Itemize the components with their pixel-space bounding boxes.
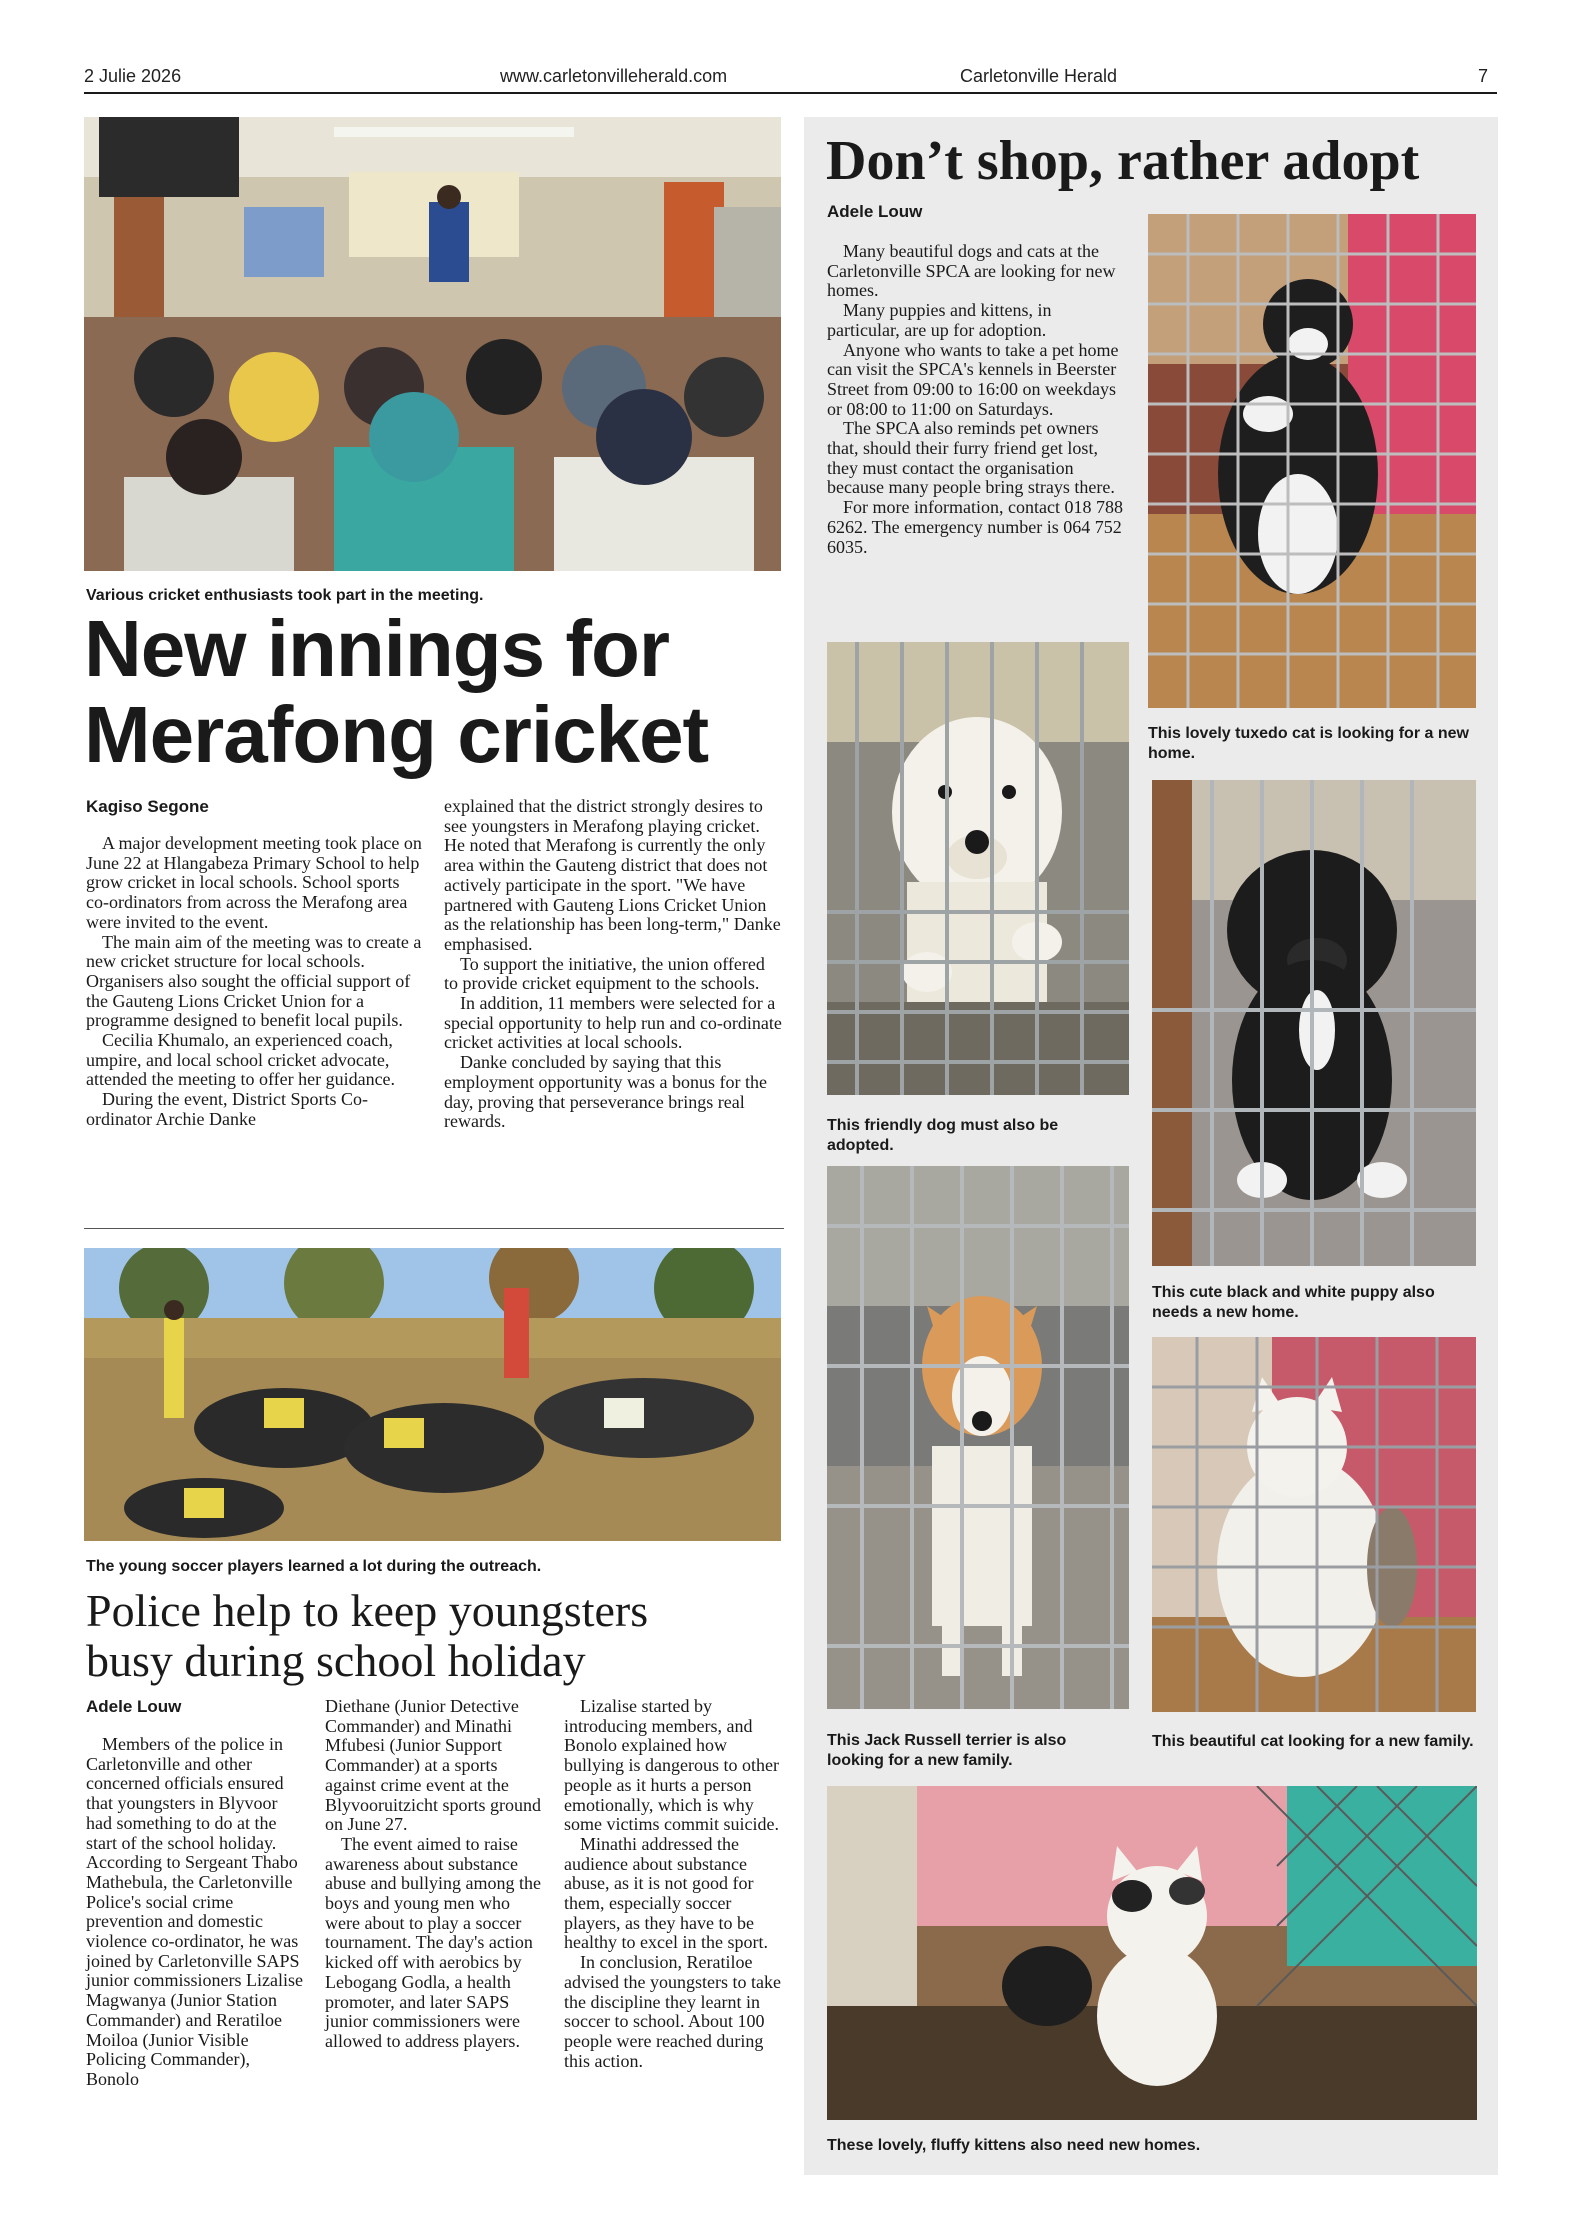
- adoption-column: [827, 242, 1127, 557]
- article-paragraph: During the event, District Sports Co-ordinator Archie Danke: [86, 1089, 368, 1129]
- jack-russell-photo: [827, 1166, 1129, 1709]
- police-headline-line: Police help to keep youngsters: [86, 1585, 649, 1636]
- issue-date: 2 Julie 2026: [84, 66, 182, 86]
- page-number: 7: [1478, 66, 1489, 86]
- police-headline: [86, 1586, 786, 1686]
- cricket-meeting-photo: [84, 117, 781, 571]
- article-paragraph: Minathi addressed the audience about substance abuse, as it is not good for them, especially soccer players, as they have to be healthy to excel in the sport.: [564, 1833, 768, 1953]
- article-paragraph: Members of the police in Carletonville and other concerned officials ensured that youngsters in Blyvoor had something to do at the start of the school holiday. According to Sergeant Thabo Mathebula, the Carletonville Police's social crime prevention and domestic violence co-ordinator, he was joined by Carletonville SAPS junior commissioners Lizalise Magwanya (Junior Station Commander) and Reratiloe Moiloa (Junior Visible Policing Commander), Bonolo: [86, 1734, 303, 2089]
- jack-russell-caption: This Jack Russell terrier is also looking for a new family.: [827, 1732, 1067, 1769]
- white-cat-caption: This beautiful cat looking for a new family.: [1152, 1733, 1474, 1750]
- kittens-caption: These lovely, fluffy kittens also need new homes.: [827, 2137, 1201, 2154]
- article-paragraph: In addition, 11 members were selected for a special opportunity to help run and co-ordinate cricket activities at local schools.: [444, 993, 782, 1053]
- adoption-byline: Adele Louw: [827, 202, 923, 221]
- soccer-players-photo: [84, 1248, 781, 1541]
- police-column-1: [86, 1735, 306, 2090]
- article-paragraph: The event aimed to raise awareness about substance abuse and bullying among the boys and young men who were about to play a soccer tournament. The day's action kicked off with aerobics by Lebogang Godla, a health promoter, and later SAPS junior commissioners were allowed to address players.: [325, 1833, 541, 2051]
- article-paragraph: Many puppies and kittens, in particular, are up for adoption.: [827, 300, 1052, 340]
- article-paragraph: Anyone who wants to take a pet home can visit the SPCA's kennels in Beerster Street from 09:00 to 16:00 on weekdays or 08:00 to 11:00 on Saturdays.: [827, 339, 1119, 419]
- article-paragraph: In conclusion, Reratiloe advised the youngsters to take the discipline they learnt in soccer to school. About 100 people were reached during this action.: [564, 1952, 781, 2071]
- article-paragraph: explained that the district strongly desires to see youngsters in Merafong playing cricket. He noted that Merafong is currently the only area within the Gauteng district that does not actively participate in the sport. "We have partnered with Gauteng Lions Cricket Union as the relationship has been long-term," Danke emphasised.: [444, 796, 781, 954]
- article-paragraph: Danke concluded by saying that this employment opportunity was a bonus for the day, proving that perseverance brings real rewards.: [444, 1052, 767, 1132]
- article-paragraph: For more information, contact 018 788 6262. The emergency number is 064 752 6035.: [827, 497, 1123, 557]
- black-white-puppy-photo: [1152, 780, 1476, 1266]
- article-paragraph: Diethane (Junior Detective Commander) and Minathi Mfubesi (Junior Support Commander) at a sports against crime event at the Blyvooruitzicht sports ground on June 27.: [325, 1696, 541, 1835]
- police-headline-line: busy during school holiday: [86, 1635, 586, 1686]
- kittens-photo: [827, 1786, 1477, 2120]
- cricket-photo-caption: Various cricket enthusiasts took part in the meeting.: [86, 587, 484, 604]
- article-paragraph: Lizalise started by introducing members, and Bonolo explained how bullying is dangerous to other people as it hurts a person emotionally, which is why some victims commit suicide.: [564, 1696, 779, 1835]
- white-cat-photo: [1152, 1337, 1476, 1712]
- white-dog-photo: [827, 642, 1129, 1095]
- puppy-caption: This cute black and white puppy also needs a new home.: [1152, 1284, 1435, 1321]
- cricket-headline-line: Merafong cricket: [84, 690, 709, 779]
- white-dog-caption: This friendly dog must also be adopted.: [827, 1117, 1059, 1154]
- article-paragraph: A major development meeting took place on June 22 at Hlangabeza Primary School to help grow cricket in local schools. School sports co-ordinators from across the Merafong area were invited to the event.: [86, 833, 422, 932]
- newspaper-name: Carletonville Herald: [960, 66, 1118, 86]
- cricket-column-1: [86, 834, 424, 1130]
- cricket-byline: Kagiso Segone: [86, 797, 209, 816]
- cricket-headline: [84, 606, 784, 778]
- adoption-headline: Don’t shop, rather adopt: [826, 130, 1420, 192]
- tuxedo-cat-photo: [1148, 214, 1476, 708]
- soccer-photo-caption: The young soccer players learned a lot during the outreach.: [86, 1558, 542, 1575]
- police-column-2: [325, 1697, 545, 2052]
- cricket-headline-line: New innings for: [84, 604, 669, 693]
- article-paragraph: The main aim of the meeting was to create a new cricket structure for local schools. Organisers also sought the official support of the Gauteng Lions Cricket Union for a programme designed to benefit local pupils.: [86, 931, 422, 1031]
- header-rule: [84, 92, 1497, 94]
- article-paragraph: To support the initiative, the union offered to provide cricket equipment to the schools.: [444, 953, 765, 994]
- article-divider: [84, 1228, 784, 1229]
- police-column-3: [564, 1697, 784, 2071]
- article-paragraph: Cecilia Khumalo, an experienced coach, umpire, and local school cricket advocate, attended the meeting to offer her guidance.: [86, 1030, 396, 1090]
- police-byline: Adele Louw: [86, 1697, 182, 1716]
- cricket-column-2: [444, 797, 782, 1132]
- article-paragraph: Many beautiful dogs and cats at the Carletonville SPCA are looking for new homes.: [827, 241, 1116, 301]
- tuxedo-cat-caption: This lovely tuxedo cat is looking for a new home.: [1148, 725, 1469, 762]
- article-paragraph: The SPCA also reminds pet owners that, should their furry friend get lost, they must contact the organisation because many people bring strays there.: [827, 418, 1115, 498]
- website-url[interactable]: www.carletonvilleherald.com: [500, 66, 728, 86]
